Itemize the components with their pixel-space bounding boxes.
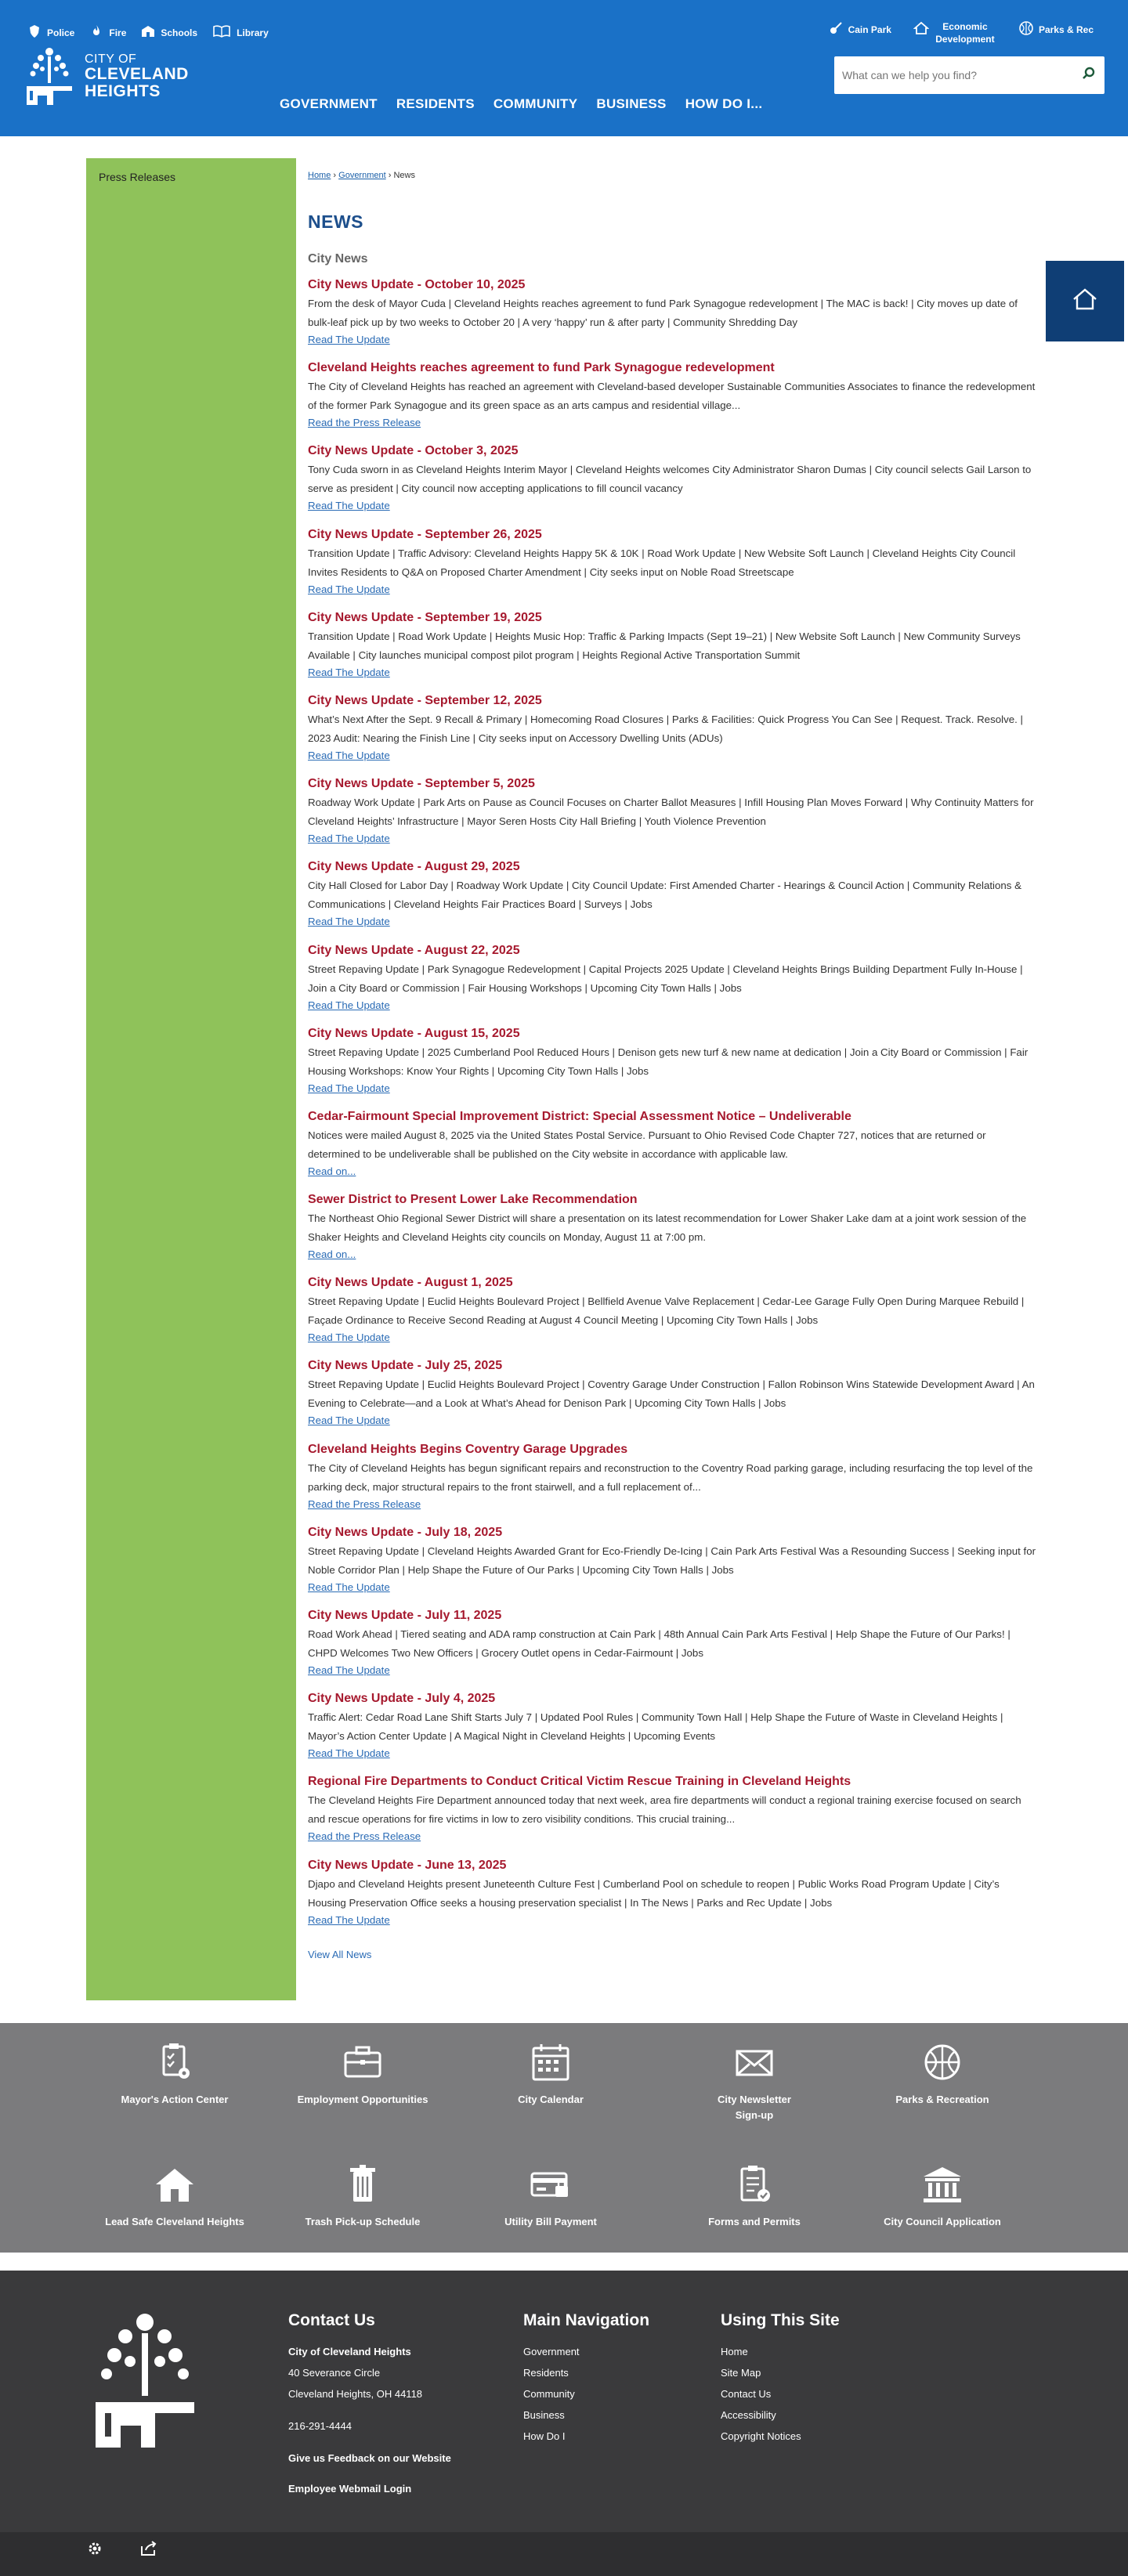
news-description: The City of Cleveland Heights has reached an agreement with Cleveland-based developer Sustainable Communities Associates to finance the redevelopment of the former Park Synagogue and its green space as an arts campus and residential village... (308, 381, 1036, 412)
news-item (308, 1691, 1036, 1774)
news-read-link[interactable]: Read The Update (308, 1331, 390, 1344)
settings-gear-icon[interactable] (86, 2540, 103, 2561)
quick-link-utility-bill-payment[interactable] (465, 2162, 637, 2230)
news-read-link[interactable]: Read The Update (308, 583, 390, 595)
sidebar-item-press-releases[interactable]: Press Releases (99, 171, 176, 183)
news-read-link[interactable]: Read The Update (308, 999, 390, 1011)
home-button[interactable] (1046, 261, 1124, 341)
util-link-cain-park[interactable] (828, 20, 891, 38)
news-item (308, 1358, 1036, 1441)
main-content (308, 171, 1036, 1960)
guitar-icon (828, 20, 844, 38)
credit-card-icon (529, 2162, 573, 2206)
news-title[interactable]: City News Update - June 13, 2025 (308, 1858, 507, 1872)
news-title[interactable]: Cedar-Fairmount Special Improvement District: Special Assessment Notice – Undeliverable (308, 1109, 851, 1123)
news-description: Tony Cuda sworn in as Cleveland Heights Interim Mayor | Cleveland Heights welcomes City Administrator Sharon Dumas | City council selects Gail Larson to serve as president | City council now accepting applications to fill council vacancy (308, 464, 1032, 495)
news-description: From the desk of Mayor Cuda | Cleveland Heights reaches agreement to fund Park Synagogue redevelopment | The MAC is back! | City moves up date of bulk-leaf pick up by two weeks to October 20 | A very ‘happy’ run & after party | Community Shredding Day (308, 298, 1018, 328)
news-item (308, 1275, 1036, 1358)
news-read-link[interactable]: Read on... (308, 1248, 356, 1261)
news-item (308, 1774, 1036, 1857)
news-read-link[interactable]: Read The Update (308, 1664, 390, 1676)
city-tree-logo-icon (22, 45, 77, 108)
util-link-parks-rec[interactable] (1018, 20, 1094, 38)
news-title[interactable]: Cleveland Heights reaches agreement to fund Park Synagogue redevelopment (308, 361, 775, 375)
util-link-schools[interactable] (140, 23, 197, 42)
quick-link-trash-pick-up-schedule[interactable] (277, 2162, 449, 2230)
envelope-icon (732, 2040, 776, 2084)
news-title[interactable]: City News Update - August 22, 2025 (308, 943, 520, 957)
util-link-label: Cain Park (848, 23, 891, 35)
site-footer (0, 2271, 1128, 2576)
news-read-link[interactable]: Read the Press Release (308, 1830, 421, 1843)
quick-link-label: Employment Opportunities (297, 2094, 428, 2105)
news-description: Street Repaving Update | 2025 Cumberland Pool Reduced Hours | Denison gets new turf & new name at dedication | Join a City Board or Commission | Fair Housing Workshops: Know Your Rights | Upcoming City Town Halls | Jobs (308, 1046, 1029, 1077)
news-description: Street Repaving Update | Euclid Heights Boulevard Project | Bellfield Avenue Valve Replacement | Cedar-Lee Garage Fully Open During Marquee Rebuild | Façade Ordinance to Receive Second Reading at August 4 Council Meeting | Upcoming City Town Halls | Jobs (308, 1295, 1025, 1327)
quick-link-city-council-application[interactable] (856, 2162, 1029, 2230)
news-description: The Cleveland Heights Fire Department announced today that next week, area fire departments will conduct a regional training exercise focused on search and rescue operations for fire victims in low to zero visibility conditions. This crucial training... (308, 1794, 1021, 1826)
site-search (834, 56, 1104, 94)
news-read-link[interactable]: Read The Update (308, 1913, 390, 1926)
news-description: Roadway Work Update | Park Arts on Pause as Council Focuses on Charter Ballot Measures | Infill Housing Plan Moves Forward | Why Continuity Matters for Cleveland Heights’ Infrastructure | Mayor Seren Hosts City Hall Briefing | Youth Violence Prevention (308, 797, 1034, 828)
quick-link-city-newsletter-sign-up[interactable] (668, 2040, 841, 2123)
police-badge-icon (27, 23, 42, 42)
news-description: City Hall Closed for Labor Day | Roadway Work Update | City Council Update: First Amended Charter - Hearings & Council Action | Community Relations & Communications | Cleveland Heights Fair Practices Board | Surveys | Jobs (308, 880, 1021, 911)
logo-name-line2: HEIGHTS (85, 82, 161, 101)
news-description: Notices were mailed August 8, 2025 via the United States Postal Service. Pursuant to Ohio Revised Code Chapter 727, notices that are returned or determined to be undeliverable shall be published on the City website in accordance with applicable law. (308, 1129, 986, 1160)
util-link-label: Police (47, 27, 75, 38)
footer-org-name: City of Cleveland Heights (288, 2346, 411, 2357)
footer-using-this-site (721, 2311, 840, 2447)
util-link-label: Parks & Rec (1038, 23, 1094, 35)
search-icon (1082, 67, 1096, 85)
quick-link-label: Lead Safe Cleveland Heights (105, 2216, 244, 2227)
calendar-icon (529, 2040, 573, 2084)
trash-icon (341, 2162, 385, 2206)
footer-address-line1: 40 Severance Circle (288, 2367, 381, 2379)
nav-business[interactable]: BUSINESS (596, 96, 667, 111)
news-read-link[interactable]: Read on... (308, 1165, 356, 1177)
util-link-label: Library (237, 27, 269, 38)
nav-community[interactable]: COMMUNITY (493, 96, 578, 111)
logo-city-of: CITY OF (85, 52, 137, 66)
book-icon (212, 23, 232, 42)
home-icon (153, 2162, 197, 2206)
footer-nav-residents[interactable]: Residents (523, 2367, 569, 2379)
news-description: Street Repaving Update | Euclid Heights Boulevard Project | Coventry Garage Under Construction | Fallon Robinson Wins Statewide Development Award | An Evening to Celebrate—and a Look at What’s Ahead for Denison Park | Upcoming City Town Halls | Jobs (308, 1378, 1035, 1410)
footer-main-nav-heading: Main Navigation (523, 2311, 650, 2329)
news-item (308, 693, 1036, 776)
search-button[interactable] (1073, 60, 1104, 91)
news-description: Transition Update | Traffic Advisory: Cleveland Heights Happy 5K & 10K | Road Work Update | New Website Soft Launch | Cleveland Heights City Council Invites Residents to Q&A on Proposed Charter Amendment | City seeks input on Noble Road Streetscape (308, 547, 1016, 578)
news-item (308, 776, 1036, 859)
utility-links-left (27, 23, 269, 42)
share-icon[interactable] (139, 2540, 158, 2561)
footer-nav-government[interactable]: Government (523, 2346, 580, 2357)
quick-link-parks-recreation[interactable] (856, 2040, 1029, 2108)
site-header (0, 0, 1128, 136)
util-link-economic-development[interactable] (913, 20, 996, 45)
news-title[interactable]: City News Update - August 15, 2025 (308, 1026, 520, 1040)
news-list (308, 277, 1036, 1941)
nav-how-do-i[interactable]: HOW DO I... (685, 96, 763, 111)
util-link-label: Schools (161, 27, 198, 38)
ball-icon (1018, 20, 1034, 38)
util-link-fire[interactable] (89, 23, 126, 42)
utility-links-right (828, 20, 1094, 45)
nav-government[interactable]: GOVERNMENT (280, 96, 378, 111)
city-tree-logo-icon (86, 2310, 204, 2459)
footer-phone[interactable]: 216-291-4444 (288, 2420, 352, 2432)
news-description: Road Work Ahead | Tiered seating and ADA ramp construction at Cain Park | 48th Annual Cain Park Arts Festival | Help Shape the Future of Our Parks! | CHPD Welcomes Two New Officers | Grocery Outlet opens in Cedar-Fairmount | Jobs (308, 1628, 1010, 1659)
clipboard-check-icon (732, 2162, 776, 2206)
basketball-icon (920, 2040, 964, 2084)
breadcrumb-government[interactable]: Government (338, 171, 386, 180)
news-read-link[interactable]: Read The Update (308, 1082, 390, 1094)
quick-link-label: City Council Application (884, 2216, 1001, 2227)
briefcase-icon (341, 2040, 385, 2084)
footer-nav-business[interactable]: Business (523, 2409, 565, 2421)
news-read-link[interactable]: Read The Update (308, 500, 390, 512)
quick-link-label: Utility Bill Payment (504, 2216, 597, 2227)
breadcrumb-separator: › (333, 171, 337, 180)
news-description: Transition Update | Road Work Update | Heights Music Hop: Traffic & Parking Impacts (Sept 19–21) | New Website Soft Launch | New Community Surveys Available | City launches municipal compost pilot program | Heights Regional Active Transportation Summit (308, 630, 1021, 661)
news-item (308, 1525, 1036, 1608)
news-item (308, 1858, 1036, 1941)
quick-link-label: Mayor's Action Center (121, 2094, 229, 2105)
breadcrumb-separator: › (388, 171, 392, 180)
breadcrumb-current: News (393, 171, 415, 180)
news-title[interactable]: Regional Fire Departments to Conduct Critical Victim Rescue Training in Cleveland Heights (308, 1775, 851, 1789)
main-nav (270, 96, 772, 112)
news-description: The Northeast Ohio Regional Sewer District will share a presentation on its latest recommendation for Lower Shaker Lake dam at a joint work session of the Shaker Heights and Cleveland Heights city councils on Monday, August 11 at 7:00 pm. (308, 1212, 1027, 1244)
school-icon (140, 23, 156, 42)
news-item (308, 1026, 1036, 1109)
page-title: NEWS (308, 211, 363, 232)
news-item (308, 277, 1036, 360)
news-item (308, 1109, 1036, 1192)
quick-link-employment-opportunities[interactable] (277, 2040, 449, 2108)
house-icon (913, 20, 929, 38)
footer-address-line2: Cleveland Heights, OH 44118 (288, 2388, 423, 2400)
news-item (308, 1192, 1036, 1275)
news-item (308, 360, 1036, 443)
quick-link-label: City Calendar (518, 2094, 584, 2105)
news-read-link[interactable]: Read The Update (308, 749, 390, 761)
logo-text (85, 53, 189, 101)
news-title[interactable]: City News Update - October 10, 2025 (308, 278, 526, 291)
breadcrumb-home[interactable]: Home (308, 171, 331, 180)
footer-link-site-map[interactable]: Site Map (721, 2367, 761, 2379)
news-title[interactable]: City News Update - July 18, 2025 (308, 1525, 503, 1539)
footer-link-copyright[interactable]: Copyright Notices (721, 2430, 801, 2442)
nav-residents[interactable]: RESIDENTS (396, 96, 475, 111)
news-title[interactable]: City News Update - July 25, 2025 (308, 1359, 503, 1373)
news-item (308, 859, 1036, 942)
quick-link-label: Forms and Permits (708, 2216, 801, 2227)
clipboard-gear-icon (153, 2040, 197, 2084)
news-description: The City of Cleveland Heights has begun significant repairs and reconstruction to the Coventry Road parking garage, including resurfacing the top level of the parking deck, major structural repairs to the front stairwell, and a full replacement of... (308, 1461, 1033, 1493)
news-title[interactable]: City News Update - August 1, 2025 (308, 1276, 513, 1290)
news-description: Djapo and Cleveland Heights present Juneteenth Culture Fest | Cumberland Pool on schedule to reopen | Public Works Road Program Update | City’s Housing Preservation Office seeks a housing preservation specialist | In The News | Parks and Rec Update | Jobs (308, 1877, 1000, 1909)
util-link-library[interactable] (212, 23, 269, 42)
news-title[interactable]: City News Update - September 26, 2025 (308, 527, 542, 541)
news-read-link[interactable]: Read the Press Release (308, 1498, 421, 1510)
quick-link-forms-and-permits[interactable] (668, 2162, 841, 2230)
footer-link-accessibility[interactable]: Accessibility (721, 2409, 776, 2421)
news-item (308, 1608, 1036, 1691)
news-item (308, 610, 1036, 693)
footer-using-site-heading: Using This Site (721, 2311, 840, 2329)
news-read-link[interactable]: Read The Update (308, 666, 390, 678)
fire-icon (89, 23, 104, 42)
news-title[interactable]: City News Update - July 11, 2025 (308, 1609, 502, 1622)
quick-link-label: Parks & Recreation (895, 2094, 989, 2105)
news-read-link[interactable]: Read The Update (308, 833, 390, 845)
sidebar (86, 158, 296, 2000)
quick-link-label: Trash Pick-up Schedule (305, 2216, 421, 2227)
news-item (308, 943, 1036, 1026)
news-title[interactable]: City News Update - September 19, 2025 (308, 610, 542, 624)
quick-link-mayor-s-action-center[interactable] (89, 2040, 261, 2108)
footer-logo[interactable] (86, 2310, 204, 2462)
news-read-link[interactable]: Read the Press Release (308, 417, 421, 429)
city-logo[interactable] (22, 45, 189, 108)
footer-nav-how-do-i[interactable]: How Do I (523, 2430, 566, 2442)
search-input[interactable] (834, 56, 1073, 94)
news-read-link[interactable]: Read The Update (308, 334, 390, 345)
government-building-icon (920, 2162, 964, 2206)
news-title[interactable]: City News Update - September 12, 2025 (308, 693, 542, 707)
quick-link-label: City Newsletter Sign-up (718, 2094, 791, 2121)
logo-name-line1: CLEVELAND (85, 65, 189, 84)
news-read-link[interactable]: Read The Update (308, 1581, 390, 1593)
footer-webmail-link[interactable]: Employee Webmail Login (288, 2483, 412, 2495)
news-item (308, 1442, 1036, 1525)
news-description: Street Repaving Update | Park Synagogue Redevelopment | Capital Projects 2025 Update | Cleveland Heights Brings Building Department Fully In-House | Join a City Board or Commission | Fair Housing Workshops | Upcoming City Town Halls | Jobs (308, 963, 1023, 994)
news-title[interactable]: City News Update - July 4, 2025 (308, 1692, 496, 1706)
footer-main-navigation (523, 2311, 649, 2447)
news-title[interactable]: City News Update - August 29, 2025 (308, 860, 520, 874)
view-all-news-link[interactable]: View All News (308, 1949, 372, 1960)
footer-contact (288, 2311, 451, 2499)
footer-feedback-link[interactable]: Give us Feedback on our Website (288, 2452, 451, 2464)
quick-link-city-calendar[interactable] (465, 2040, 637, 2108)
news-description: Street Repaving Update | Cleveland Heights Awarded Grant for Eco-Friendly De-Icing | Cain Park Arts Festival Was a Resounding Success | Seeking input for Noble Corridor Plan | Help Shape the Future of Our Parks | Upcoming City Town Halls | Jobs (308, 1545, 1036, 1576)
util-link-police[interactable] (27, 23, 74, 42)
home-icon (1072, 287, 1098, 315)
footer-contact-heading: Contact Us (288, 2311, 375, 2329)
news-title[interactable]: City News Update - October 3, 2025 (308, 444, 519, 458)
news-read-link[interactable]: Read The Update (308, 1414, 390, 1427)
quick-links (0, 2023, 1128, 2253)
news-description: What’s Next After the Sept. 9 Recall & Primary | Homecoming Road Closures | Parks & Facilities: Quick Progress You Can See | Request. Track. Resolve. | 2023 Audit: Nearing the Finish Line | City seeks input on Accessory Dwelling Units (ADUs) (308, 713, 1023, 744)
news-read-link[interactable]: Read The Update (308, 916, 390, 928)
footer-link-home[interactable]: Home (721, 2346, 748, 2357)
news-title[interactable]: Cleveland Heights Begins Coventry Garage Upgrades (308, 1442, 628, 1456)
section-title: City News (308, 252, 368, 266)
footer-link-contact-us[interactable]: Contact Us (721, 2388, 772, 2400)
footer-nav-community[interactable]: Community (523, 2388, 575, 2400)
util-link-label: Fire (109, 27, 127, 38)
news-item (308, 527, 1036, 610)
breadcrumb (308, 171, 1036, 180)
util-link-label: Economic Development (935, 21, 995, 45)
news-title[interactable]: City News Update - September 5, 2025 (308, 777, 535, 791)
news-read-link[interactable]: Read The Update (308, 1747, 390, 1760)
footer-bottom-bar (0, 2532, 1128, 2576)
news-title[interactable]: Sewer District to Present Lower Lake Recommendation (308, 1193, 638, 1207)
news-description: Traffic Alert: Cedar Road Lane Shift Starts July 7 | Updated Pool Rules | Community Town Hall | Help Shape the Future of Waste in Cleveland Heights | Mayor’s Action Center Update | A Magical Night in Cleveland Heights | Upcoming Events (308, 1711, 1003, 1743)
quick-link-lead-safe-cleveland-heights[interactable] (89, 2162, 261, 2230)
news-item (308, 443, 1036, 526)
